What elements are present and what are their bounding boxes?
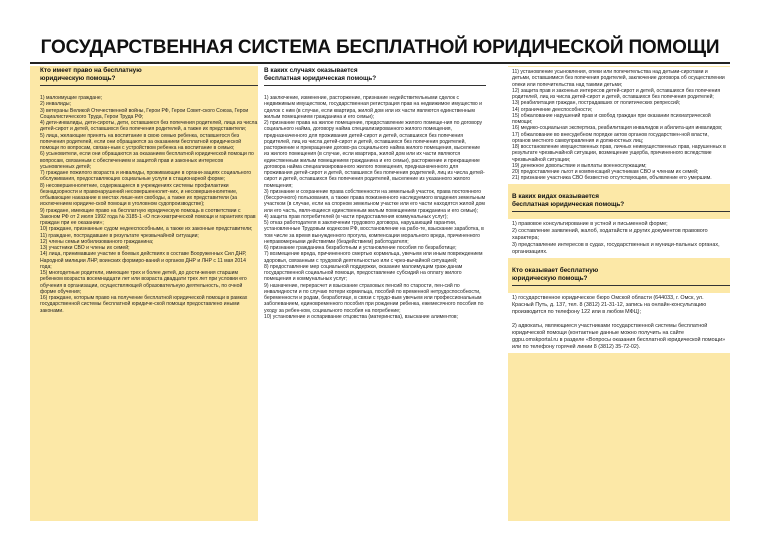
list-item: 1) правовое консультирование в устной и письменной форме; (512, 220, 668, 227)
list-item: 1) государственное юридическое бюро Омской области (644033, г. Омск, ул. Красный Путь, д. 137, тел. 8 (3812) 21-31-12, запись на онлайн-консультацию производится по телефону 122 или в любом МФЦ); (512, 294, 707, 315)
list-item: 20) предоставление льгот и компенсаций участникам СВО и членам их семей; (512, 169, 699, 175)
cases-continued-box (508, 67, 730, 184)
list-item: 10) граждане, признанные судом недееспособными, а также их законные представители; (40, 226, 253, 233)
cases-heading-line: бесплатная юридическая помощь? (264, 75, 377, 83)
list-item: 14) лица, принимавшие участие в боевых действиях в составе Вооруженных Сил ДНР, Народной милиции ЛНР, воинских формиро-ваний и органов ДНР и ЛНР с 11 мая 2014 года; (40, 251, 247, 270)
list-item: 2) составление заявлений, жалоб, ходатайств и других документов правового характера; (512, 227, 708, 241)
eligibility-list (40, 95, 258, 314)
list-item: 9) назначение, перерасчет и взыскание страховых пенсий по старости, пен-сий по инвалидности и по случаю потери кормильца, пособий по временной нетрудоспособности, беременности и родам, безработице, в связи с трудо-вым увечьем или профессиональным заболеванием, единовременного пособия при рождении ребенка, ежемесячного пособия по уходу за ребен-ком, социального пособия на погребение; (264, 282, 484, 314)
list-item: 15) обжалование нарушений прав и свобод граждан при оказании психиатрической помощи; (512, 112, 711, 125)
list-item: 3) представление интересов в судах, государственных и муници-пальных органах, организациях. (512, 241, 720, 255)
list-item: 9) граждане, имеющие право на бесплатную юридическую помощь в соответствии с Законом РФ от 2 июля 1992 года № 3185-1 «О пси-хиатрической помощи и гарантиях прав граждан при ее оказании»; (40, 207, 256, 227)
who-section (512, 267, 730, 353)
who-heading (512, 267, 730, 286)
list-item: 10) установление и оспаривание отцовства (материнства), взыскание алиментов; (264, 313, 459, 320)
list-item: 8) несовершеннолетние, содержащиеся в учреждениях системы профилактики безнадзорности и правонарушений несовершеннолет-них, и несовершеннолетние, отбывающие наказание в местах лише-ния свободы, а также их представители (за исключением юридиче-ской помощи в уголовном судопроизводстве); (40, 182, 238, 208)
list-item: 11) установление усыновления, опеки или попечительства над детьми-сиротами и детьми, оставшимися без попечения родителей, заключение договора об осуществлении опеки или попечительства над такими детьми; (512, 69, 725, 88)
list-item: 21) признание участника СВО безвестно отсутствующим, объявление его умершим. (512, 175, 712, 182)
list-item: 4) защита прав потребителей (в части предоставления коммунальных услуг); (264, 213, 448, 220)
list-item: 1) заключение, изменение, расторжение, признание недействительными сделок с недвижимым имуществом, государственная регистрация прав на недвижимое имущество и сделок с ним (в случае, если квартира, жилой дом или их части являются единственным жилым помещением гражданина и его семьи); (264, 95, 483, 120)
list-item: 3) признание и сохранение права собственности на земельный участок, права постоянного (бессрочного) пользования, а также права пожизненного наследуемого владения земельным участком (в случае, если на спорном земельном участке или его части находятся жилой дом или его часть, явля-ющиеся единственным жилым помещением гражданина и его семьи); (264, 188, 486, 214)
kinds-section (512, 193, 730, 258)
who-heading-line: Кто оказывает бесплатную (512, 266, 599, 274)
eligibility-heading (40, 67, 258, 86)
who-box (508, 293, 730, 353)
list-item: 13) участники СВО и члены их семей; (40, 245, 130, 252)
eligibility-heading-line: Кто имеет право на бесплатную (40, 67, 142, 74)
who-heading-line: юридическую помощь? (512, 274, 588, 282)
cases-continued-column (512, 67, 730, 353)
list-item: 7) возмещение вреда, причиненного смертью кормильца, увечьем или иным повреждением здоровья, связанным с трудовой деятельностью или с чрез-вычайной ситуацией; (264, 251, 483, 264)
list-item: 17) обжалование во внесудебном порядке актов органов государствен-ной власти, органов местного самоуправления и должностных лиц; (512, 131, 709, 144)
list-item: 16) граждане, которым право на получение бесплатной юридической помощи в рамках государственной системы бесплатной юридиче-ской помощи предоставлено иными законами. (40, 295, 248, 314)
list-item: 1) малоимущие граждане; (40, 95, 103, 102)
page-title: ГОСУДАРСТВЕННАЯ СИСТЕМА БЕСПЛАТНОЙ ЮРИДИЧЕСКОЙ ПОМОЩИ (40, 37, 720, 58)
list-item: 13) реабилитация граждан, пострадавших от политических репрессий; (512, 100, 681, 107)
list-item: 2) адвокаты, являющиеся участниками государственной системы бесплатной юридической помощи (контактные данные можно получить на сайте ggpu.omskportal.ru в разделе «Вопросы оказания бесплатной юридической помощи» или по телефону горячей линии 8 (3812) 35-72-02). (512, 322, 726, 350)
kinds-heading (512, 193, 730, 212)
kinds-box (508, 219, 730, 258)
list-item: 4) дети-инвалиды, дети-сироты, дети, оставшиеся без попечения родителей, лица из числа детей-сирот и детей, оставшихся без попечения родителей, а также их представители; (40, 120, 258, 133)
kinds-heading-line: В каких видах оказывается (512, 192, 599, 200)
list-item: 18) восстановление имущественных прав, личных неимущественных прав, нарушенных в результате чрезвычайной ситуации, возмещение ущерба, причиненного вследствие чрезвычайной ситуации; (512, 144, 726, 163)
cases-heading (264, 67, 486, 86)
title-divider (30, 62, 730, 64)
kinds-heading-line: бесплатная юридическая помощь? (512, 200, 625, 208)
cases-list (264, 95, 486, 320)
list-item: 16) медико-социальная экспертиза, реабилитация инвалидов и абилита-ция инвалидов; (512, 125, 723, 132)
list-item: 19) денежное довольствие и выплаты военнослужащим; (512, 162, 647, 169)
list-item: 2) инвалиды; (40, 101, 71, 108)
list-item: 12) защита прав и законных интересов детей-сирот и детей, оставшихся без попечения родителей, лиц из числа детей-сирот и детей, оставшихся без попечения родителей; (512, 87, 721, 100)
cases-column (264, 67, 486, 320)
list-item: 15) многодетные родители, имеющие трех и более детей, до дости-жения старшим ребенком возраста восемнадцати лет или возраста двадцати трех лет при условии его обучения в организации, осуществляющей образовательную деятельность, по очной форме обучения; (40, 270, 247, 295)
list-item: 12) члены семьи мобилизованного гражданина; (40, 238, 154, 245)
list-item: 5) лица, желающие принять на воспитание в свою семью ребенка, оставшегося без попечения родителей, если они обращаются за оказанием бесплатной юридической помощи по вопросам, связан-ным с устройством ребенка на воспитание в семью; (40, 132, 242, 152)
list-item: 8) предоставление мер социальной поддержки, оказание малоимущим граж-данам государственной социальной помощи, предоставление субсидий на оплату жилого помещения и коммунальных услуг; (264, 263, 463, 283)
list-item: 2) признание права на жилое помещение, предоставление жилого помеще-ния по договору социального найма, договору найма специализированного жилого помещения, предназначенного для проживания детей-сирот и детей, оставшихся без попечения родителей, лиц из числа детей-сирот и детей, оставшихся без попечения родителей, расторжение и прекращение догово-ра социального найма жилого помещения, выселение из жилого помещения (в случае, если квартира, жилой дом или их части являются единственным жилым помещением гражданина и его семьи), расторжение и прекращение договора найма специализированного жилого помещения, предназначенного для проживания детей-сирот и детей, оставшихся без попечения родителей, лиц из числа детей-сирот и детей, оставшихся без попечения родителей, выселение из указанного жилого помещения; (264, 120, 485, 189)
cases-heading-line: В каких случаях оказывается (264, 67, 358, 74)
list-item: 5) отказ работодателя в заключении трудового договора, нарушающий гарантии, установленные Трудовым кодексом РФ, восстановление на рабо-те, взыскание заработка, в том числе за время вынужденного прогула, компенсации морального вреда, причиненного неправомерными действиями (бездействием) работодателя; (264, 220, 484, 245)
list-item: 3) ветераны Великой Отечественной войны, Герои РФ, Герои Совет-ского Союза, Герои Социалистического Труда, Герои Труда РФ; (40, 107, 249, 120)
eligibility-column (40, 67, 258, 314)
list-item: 7) граждане пожилого возраста и инвалиды, проживающие в органи-зациях социального обслуживания, предоставляющих социальные услуги в стационарной форме; (40, 170, 252, 183)
list-item: 14) ограничение дееспособности; (512, 106, 593, 113)
eligibility-heading-line: юридическую помощь? (40, 75, 116, 83)
list-item: 6) усыновители, если они обращаются за оказанием бесплатной юридической помощи по вопросам, связанным с обеспечением и защитой прав и законных интересов усыновленных детей; (40, 151, 254, 170)
list-item: 6) признание гражданина безработным и установление пособия по безработице; (264, 245, 457, 252)
list-item: 11) граждане, пострадавшие в результате чрезвычайной ситуации; (40, 232, 199, 239)
